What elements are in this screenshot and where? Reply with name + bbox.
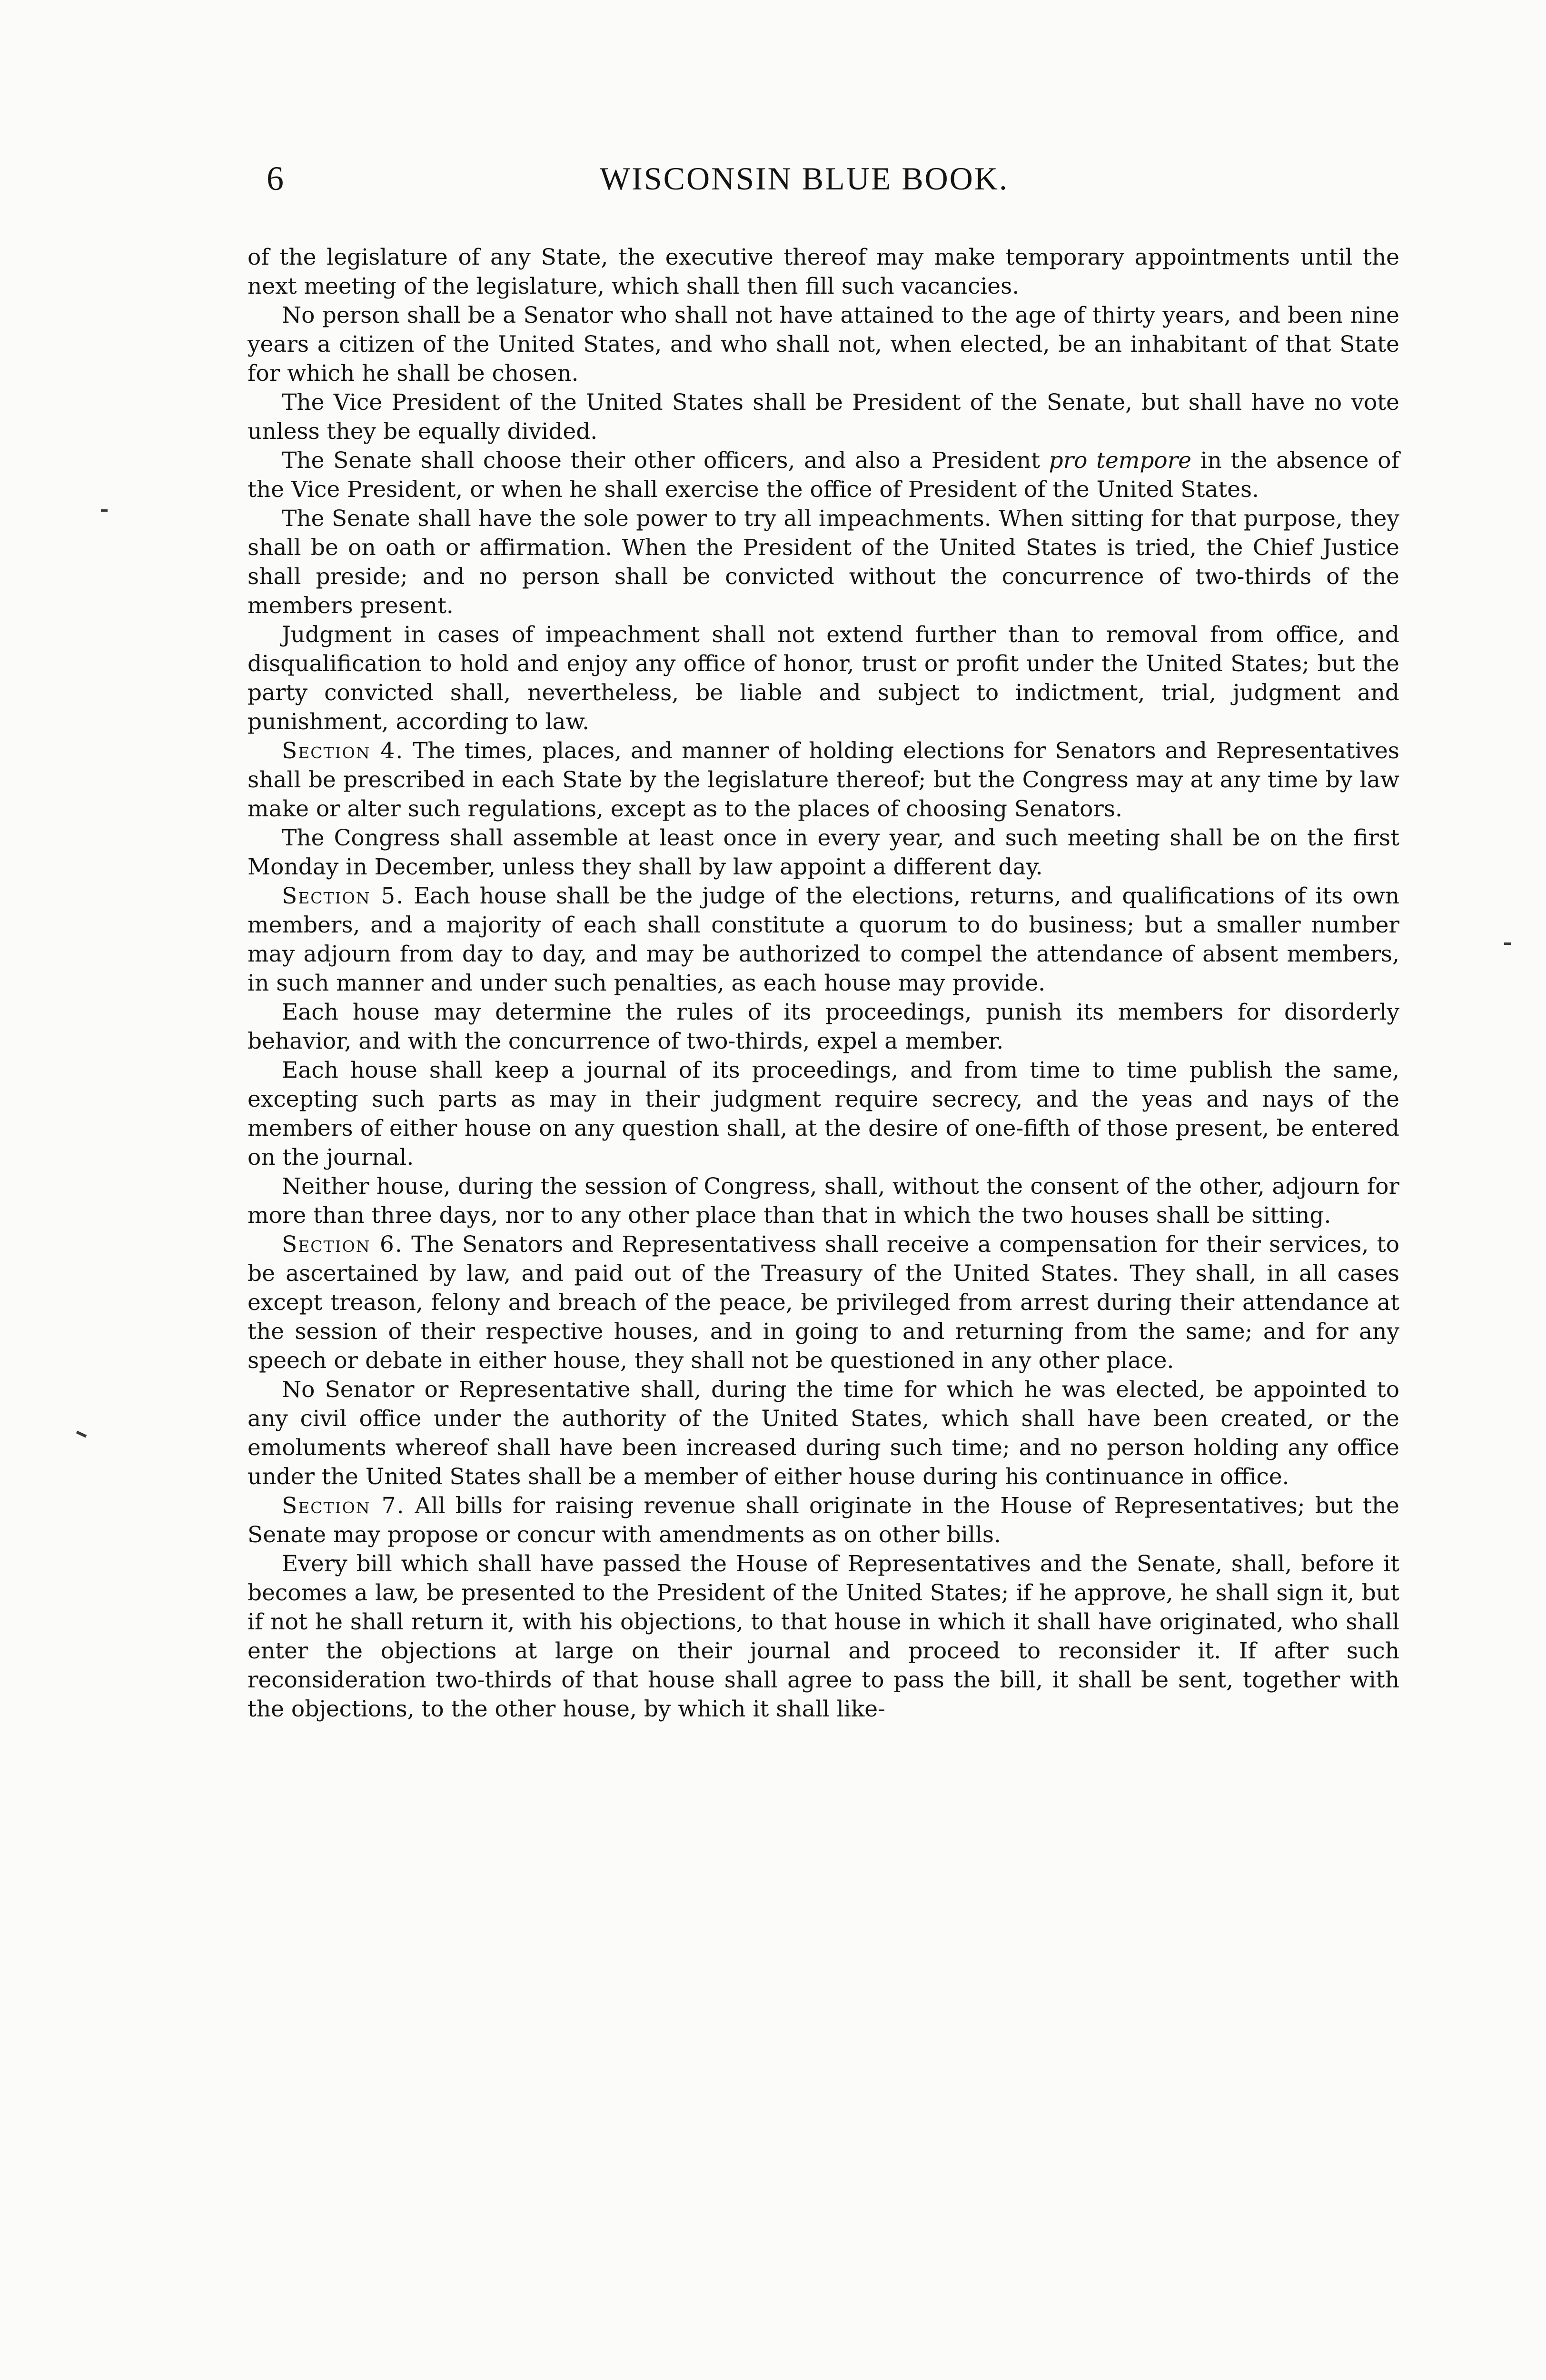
paragraph-text: The times, places, and manner of holding elections for Senators and Representatives shall be prescribed in each State by the legislature thereof; but the Congress may at any time by law make or alter such regulations, except as to the places of choosing Senators. bbox=[248, 738, 1400, 822]
body-text bbox=[248, 243, 1399, 1724]
paragraph-text: The Congress shall assemble at least once in every year, and such meeting shall be on the first Monday in December, unless they shall by law appoint a different day. bbox=[248, 825, 1399, 880]
paragraph-text: Each house shall be the judge of the elections, returns, and qualifications of its own members, and a majority of each shall constitute a quorum to do business; but a smaller number may adjourn from day to day, and may be authorized to compel the attendance of absent members, in such manner and under such penalties, as each house may provide. bbox=[248, 883, 1399, 996]
paragraph bbox=[248, 243, 1399, 301]
paragraph bbox=[248, 301, 1399, 388]
margin-mark bbox=[101, 509, 108, 512]
paragraph-text: Each house shall keep a journal of its proceedings, and from time to time publish the same, excepting such parts as may in their judgment require secrecy, and the yeas and nays of the members of either house on any question shall, at the desire of one-fifth of those present, be entered on the journal. bbox=[248, 1057, 1399, 1170]
paragraph bbox=[248, 1549, 1399, 1724]
paragraph-text: Each house may determine the rules of its proceedings, punish its members for disorderly behavior, and with the concurrence of two-thirds, expel a member. bbox=[248, 999, 1399, 1054]
margin-mark bbox=[1504, 942, 1511, 945]
paragraph-text: The Vice President of the United States shall be President of the Senate, but shall have no vote unless they be equally divided. bbox=[248, 389, 1399, 445]
latin-phrase: pro tempore bbox=[1049, 447, 1192, 474]
paragraph bbox=[248, 446, 1399, 504]
margin-mark bbox=[76, 1431, 87, 1438]
section-paragraph bbox=[248, 882, 1399, 998]
section-label: Section 6. bbox=[282, 1231, 403, 1258]
section-paragraph bbox=[248, 1491, 1399, 1549]
section-label: Section 4. bbox=[282, 738, 404, 764]
paragraph-text: in the absence of the Vice President, or when he shall exercise the office of President of the United States. bbox=[248, 447, 1399, 503]
section-paragraph bbox=[248, 736, 1399, 823]
section-paragraph bbox=[248, 1230, 1399, 1375]
paragraph-text: Judgment in cases of impeachment shall not extend further than to removal from office, and disqualification to hold and enjoy any office of honor, trust or profit under the United States; but the party convicted shall, nevertheless, be liable and subject to indictment, trial, judgment and punishment, according to law. bbox=[248, 622, 1399, 735]
paragraph-text: of the legislature of any State, the executive thereof may make temporary appointments until the next meeting of the legislature, which shall then fill such vacancies. bbox=[248, 244, 1399, 299]
paragraph-text: The Senate shall choose their other officers, and also a President bbox=[282, 447, 1049, 474]
paragraph bbox=[248, 388, 1399, 446]
paragraph bbox=[248, 998, 1399, 1056]
paragraph-text: No Senator or Representative shall, during the time for which he was elected, be appointed to any civil office under the authority of the United States, which shall have been created, or the emoluments whereof shall have been increased during such time; and no person holding any office under the United States shall be a member of either house during his continuance in office. bbox=[248, 1377, 1399, 1490]
running-head-title: WISCONSIN BLUE BOOK. bbox=[600, 160, 1009, 197]
paragraph-text: The Senate shall have the sole power to try all impeachments. When sitting for that purpose, they shall be on oath or affirmation. When the President of the United States is tried, the Chief Justice shall preside; and no person shall be convicted without the concurrence of two-thirds of the members present. bbox=[248, 506, 1399, 619]
paragraph bbox=[248, 823, 1399, 882]
paragraph bbox=[248, 1375, 1399, 1491]
page-header bbox=[267, 157, 1390, 209]
paragraph bbox=[248, 620, 1399, 736]
paragraph bbox=[248, 1056, 1399, 1172]
page-number: 6 bbox=[267, 159, 284, 198]
paragraph bbox=[248, 1172, 1399, 1230]
paragraph-text: Neither house, during the session of Congress, shall, without the consent of the other, adjourn for more than three days, nor to any other place than that in which the two houses shall be sitting. bbox=[248, 1173, 1399, 1229]
paragraph bbox=[248, 504, 1399, 620]
section-label: Section 7. bbox=[282, 1493, 405, 1519]
paragraph-text: All bills for raising revenue shall originate in the House of Representatives; but the Senate may propose or concur with amendments as on other bills. bbox=[248, 1493, 1399, 1548]
paragraph-text: The Senators and Representativess shall receive a compensation for their services, to be ascertained by law, and paid out of the Treasury of the United States. They shall, in all cases except treason, felony and breach of the peace, be privileged from arrest during their attendance at the session of their respective houses, and in going to and returning from the same; and for any speech or debate in either house, they shall not be questioned in any other place. bbox=[248, 1231, 1399, 1374]
paragraph-text: No person shall be a Senator who shall not have attained to the age of thirty years, and been nine years a citizen of the United States, and who shall not, when elected, be an inhabitant of that State for which he shall be chosen. bbox=[248, 302, 1399, 387]
paragraph-text: Every bill which shall have passed the House of Representatives and the Senate, shall, before it becomes a law, be presented to the President of the United States; if he approve, he shall sign it, but if not he shall return it, with his objections, to that house in which it shall have originated, who shall enter the objections at large on their journal and proceed to reconsider it. If after such reconsideration two-thirds of that house shall agree to pass the bill, it shall be sent, together with the objections, to the other house, by which it shall like- bbox=[248, 1551, 1399, 1722]
section-label: Section 5. bbox=[282, 883, 405, 909]
